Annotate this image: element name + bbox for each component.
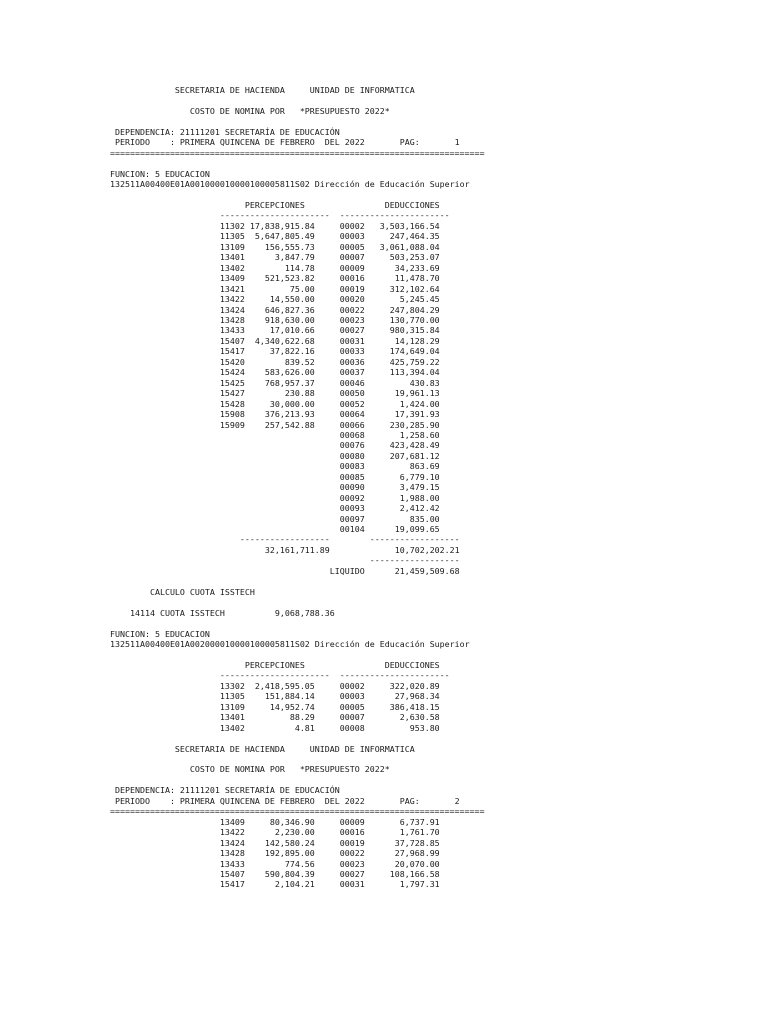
table-row: 13109 156,555.73 00005 3,061,088.04 bbox=[110, 241, 440, 252]
rule: =========================================================================== bbox=[110, 147, 485, 158]
table-row: 13409 521,523.82 00016 11,478.70 bbox=[110, 273, 440, 284]
table-row: 15908 376,213.93 00064 17,391.93 bbox=[110, 409, 440, 420]
table-row: 13109 14,952.74 00005 386,418.15 bbox=[110, 701, 440, 712]
table-row: 13428 192,895.00 00022 27,968.99 bbox=[110, 848, 440, 859]
periodo: PERIODO : PRIMERA QUINCENA DE FEBRERO DEL 2022 PAG: 2 bbox=[110, 795, 460, 806]
report-title: SECRETARIA DE HACIENDA UNIDAD DE INFORMATICA bbox=[110, 743, 415, 754]
table-row: 00068 1,258.60 bbox=[110, 429, 440, 440]
table-row: 00097 835.00 bbox=[110, 513, 440, 524]
funcion: FUNCION: 5 EDUCACION bbox=[110, 168, 210, 179]
table-row: 15407 4,340,622.68 00031 14,128.29 bbox=[110, 335, 440, 346]
codigo-programatico: 132511A00400E01A002000010000100005811S02 Dirección de Educación Superior bbox=[110, 639, 470, 650]
calculo-cuota: CALCULO CUOTA ISSTECH bbox=[110, 586, 255, 597]
table-row: 00083 863.69 bbox=[110, 461, 440, 472]
column-headers: PERCEPCIONES DEDUCCIONES bbox=[110, 199, 440, 210]
table-row: 13433 17,010.66 00027 980,315.84 bbox=[110, 325, 440, 336]
table-row: 15425 768,957.37 00046 430.83 bbox=[110, 377, 440, 388]
table-row: 13402 4.81 00008 953.80 bbox=[110, 722, 440, 733]
table-row: 13433 774.56 00023 20,070.00 bbox=[110, 858, 440, 869]
blank-line bbox=[110, 95, 485, 105]
table-row: 00090 3,479.15 bbox=[110, 482, 440, 493]
payroll-report bbox=[110, 85, 485, 890]
dependencia: DEPENDENCIA: 21111201 SECRETARÍA DE EDUCACIÓN bbox=[110, 126, 340, 137]
table-row: 13401 88.29 00007 2,630.58 bbox=[110, 712, 440, 723]
blank-line bbox=[110, 576, 485, 586]
cuota-row: 14114 CUOTA ISSTECH 9,068,788.36 bbox=[110, 607, 335, 618]
blank-line bbox=[110, 733, 485, 743]
totals-row: 32,161,711.89 10,702,202.21 bbox=[110, 544, 460, 555]
liquido-row: LIQUIDO 21,459,509.68 bbox=[110, 565, 460, 576]
report-subtitle: COSTO DE NOMINA POR *PRESUPUESTO 2022* bbox=[110, 764, 390, 775]
table-row: 13422 14,550.00 00020 5,245.45 bbox=[110, 294, 440, 305]
table-row: 00085 6,779.10 bbox=[110, 471, 440, 482]
blank-line bbox=[110, 158, 485, 168]
total-dashes: ------------------ bbox=[110, 555, 460, 566]
dependencia: DEPENDENCIA: 21111201 SECRETARÍA DE EDUCACIÓN bbox=[110, 785, 340, 796]
table-row: 13424 142,580.24 00019 37,728.85 bbox=[110, 837, 440, 848]
report-subtitle: COSTO DE NOMINA POR *PRESUPUESTO 2022* bbox=[110, 105, 390, 116]
table-row: 00076 423,428.49 bbox=[110, 440, 440, 451]
table-row: 13424 646,827.36 00022 247,804.29 bbox=[110, 304, 440, 315]
table-row: 13302 2,418,595.05 00002 322,020.89 bbox=[110, 680, 440, 691]
table-row: 13409 80,346.90 00009 6,737.91 bbox=[110, 816, 440, 827]
table-row: 15407 590,804.39 00027 108,166.58 bbox=[110, 868, 440, 879]
table-row: 13402 114.78 00009 34,233.69 bbox=[110, 262, 440, 273]
table-row: 15428 30,000.00 00052 1,424.00 bbox=[110, 398, 440, 409]
blank-line bbox=[110, 649, 485, 659]
table-row: 15417 37,822.16 00033 174,649.04 bbox=[110, 346, 440, 357]
table-row: 13421 75.00 00019 312,102.64 bbox=[110, 283, 440, 294]
table-row: 11302 17,838,915.84 00002 3,503,166.54 bbox=[110, 220, 440, 231]
blank-line bbox=[110, 775, 485, 785]
blank-line bbox=[110, 597, 485, 607]
table-row: 00093 2,412.42 bbox=[110, 503, 440, 514]
rule: =========================================================================== bbox=[110, 806, 485, 817]
funcion: FUNCION: 5 EDUCACION bbox=[110, 628, 210, 639]
table-row: 11305 151,884.14 00003 27,968.34 bbox=[110, 691, 440, 702]
table-row: 00080 207,681.12 bbox=[110, 450, 440, 461]
column-dashes: ---------------------- ---------------------- bbox=[110, 670, 450, 681]
table-row: 13401 3,847.79 00007 503,253.07 bbox=[110, 252, 440, 263]
table-row: 15424 583,626.00 00037 113,394.04 bbox=[110, 367, 440, 378]
column-headers: PERCEPCIONES DEDUCCIONES bbox=[110, 659, 440, 670]
table-row: 11305 5,647,805.49 00003 247,464.35 bbox=[110, 231, 440, 242]
table-row: 00104 19,099.65 bbox=[110, 524, 440, 535]
codigo-programatico: 132511A00400E01A001000010000100005811S02 Dirección de Educación Superior bbox=[110, 179, 470, 190]
total-dashes: ------------------ ------------------ bbox=[110, 534, 460, 545]
blank-line bbox=[110, 116, 485, 126]
table-row: 15427 230.88 00050 19,961.13 bbox=[110, 388, 440, 399]
table-row: 15417 2,104.21 00031 1,797.31 bbox=[110, 879, 440, 890]
table-row: 13422 2,230.00 00016 1,761.70 bbox=[110, 827, 440, 838]
blank-line bbox=[110, 618, 485, 628]
column-dashes: ---------------------- ---------------------- bbox=[110, 210, 450, 221]
table-row: 00092 1,988.00 bbox=[110, 492, 440, 503]
table-row: 15909 257,542.88 00066 230,285.90 bbox=[110, 419, 440, 430]
table-row: 15420 839.52 00036 425,759.22 bbox=[110, 356, 440, 367]
report-title: SECRETARIA DE HACIENDA UNIDAD DE INFORMATICA bbox=[110, 85, 415, 95]
periodo: PERIODO : PRIMERA QUINCENA DE FEBRERO DEL 2022 PAG: 1 bbox=[110, 137, 460, 148]
blank-line bbox=[110, 190, 485, 200]
blank-line bbox=[110, 754, 485, 764]
table-row: 13428 918,630.00 00023 130,770.00 bbox=[110, 314, 440, 325]
